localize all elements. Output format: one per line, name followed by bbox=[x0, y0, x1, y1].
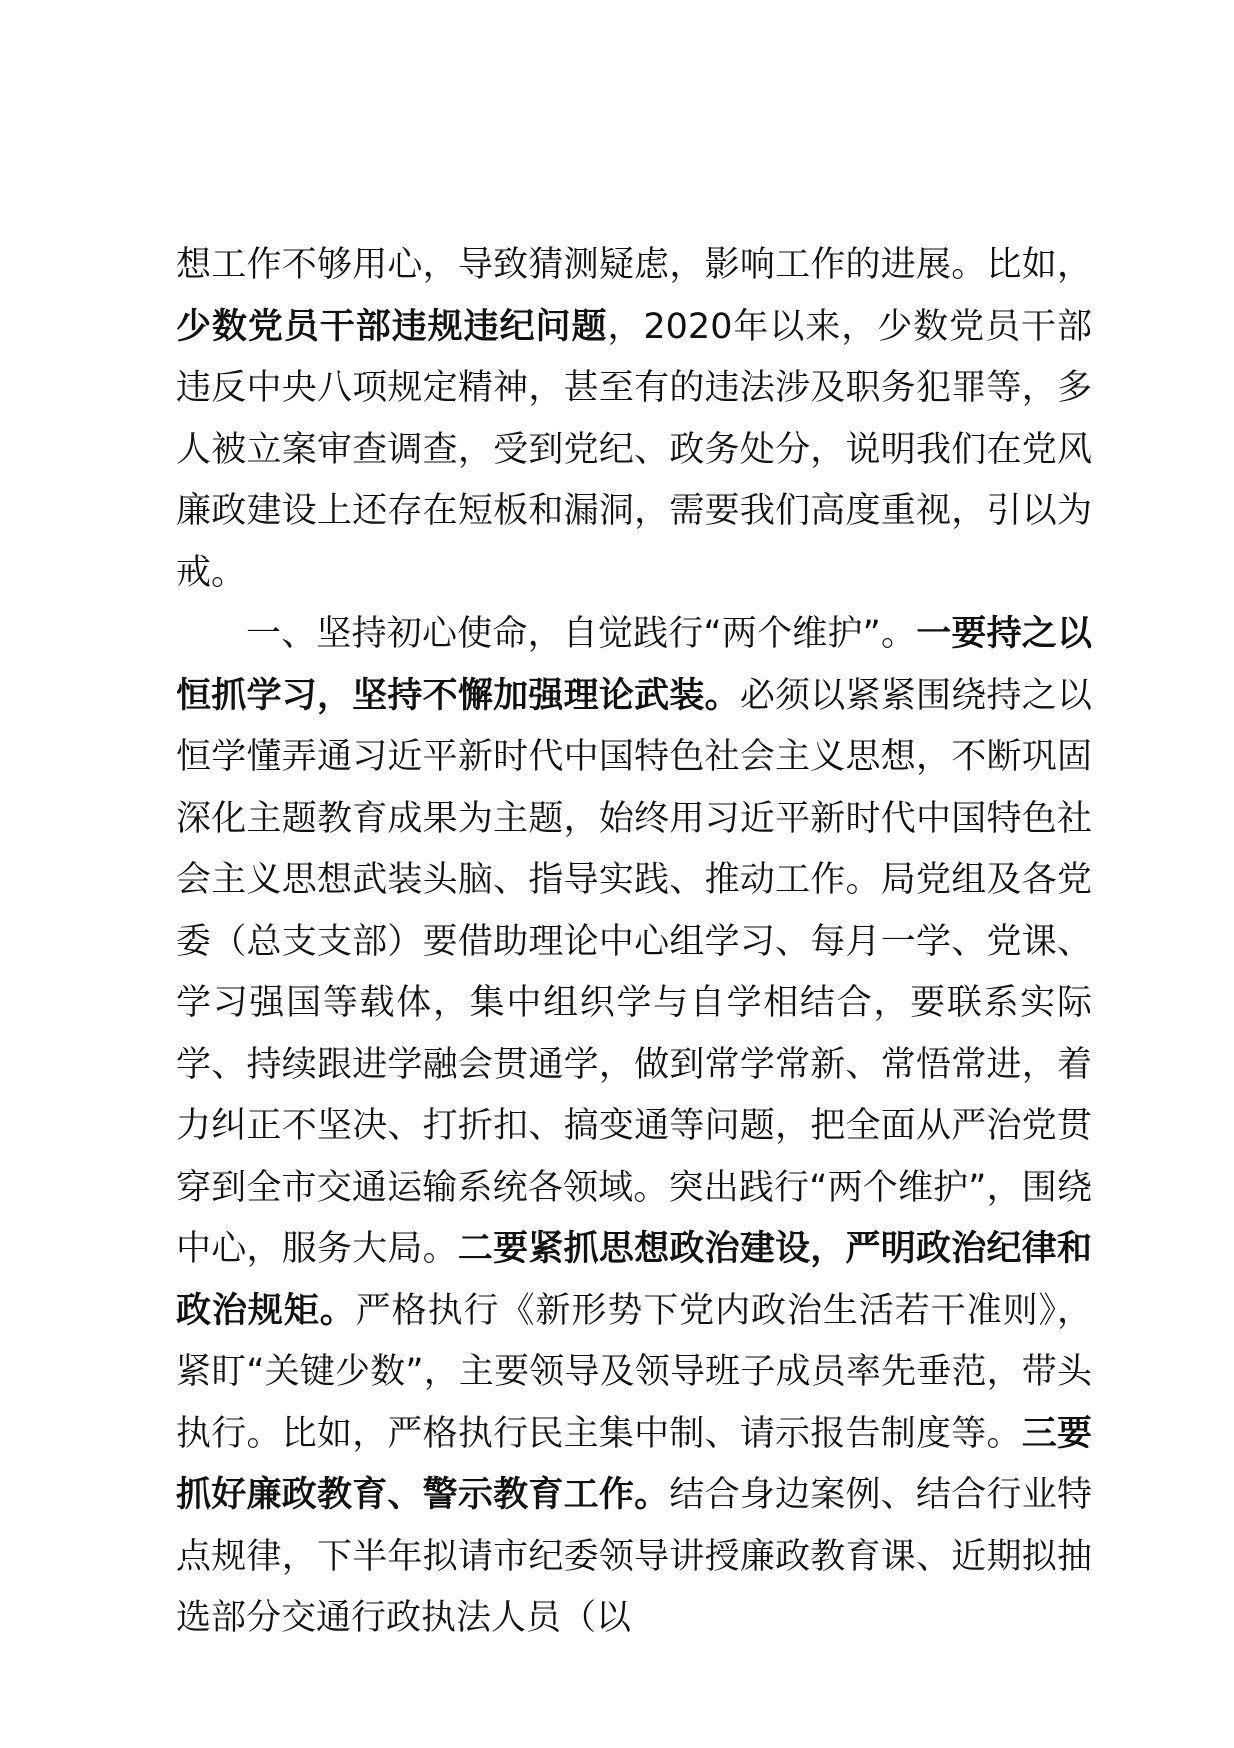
paragraph-continuation bbox=[176, 235, 1092, 604]
text-run: ，2020年以来，少数党员干部违反中央八项规定精神，甚至有的违法涉及职务犯罪等，多人被立案审查调查，受到党纪、政务处分，说明我们在党风廉政建设上还存在短板和漏洞，需要我们高度重视，引以为戒。 bbox=[176, 306, 1092, 593]
text-run: 想工作不够用心，导致猜测疑虑，影响工作的进展。比如， bbox=[176, 245, 1092, 285]
bold-text-run: 三要抓好廉政教育、警示教育工作。 bbox=[176, 1413, 1092, 1515]
document-body bbox=[176, 235, 1092, 1650]
bold-text-run: 二要紧抓思想政治建设，严明政治纪律和政治规矩。 bbox=[176, 1229, 1092, 1331]
section-heading-text: 一、坚持初心使命，自觉践行“两个维护”。 bbox=[246, 614, 917, 654]
text-run: 严格执行《新形势下党内政治生活若干准则》，紧盯“关键少数”，主要领导及领导班子成员率先垂范，带头执行。比如，严格执行民主集中制、请示报告制度等。 bbox=[176, 1290, 1092, 1454]
paragraph-section-one bbox=[176, 604, 1092, 1650]
bold-text-run: 一要持之以恒抓学习，坚持不懈加强理论武装。 bbox=[176, 614, 1092, 716]
text-run: 结合身边案例、结合行业特点规律，下半年拟请市纪委领导讲授廉政教育课、近期拟抽选部分交通行政执法人员（以 bbox=[176, 1475, 1092, 1638]
bold-text-run: 少数党员干部违规违纪问题 bbox=[176, 306, 608, 347]
text-run: 必须以紧紧围绕持之以恒学懂弄通习近平新时代中国特色社会主义思想，不断巩固深化主题教育成果为主题，始终用习近平新时代中国特色社会主义思想武装头脑、指导实践、推动工作。局党组及各党委（总支支部）要借助理论中心组学习、每月一学、党课、学习强国等载体，集中组织学与自学相结合，要联系实际学、持续跟进学融会贯通学，做到常学常新、常悟常进，着力纠正不坚决、打折扣、搞变通等问题，把全面从严治党贯穿到全市交通运输系统各领域。突出践行“两个维护”，围绕中心，服务大局。 bbox=[176, 675, 1092, 1269]
